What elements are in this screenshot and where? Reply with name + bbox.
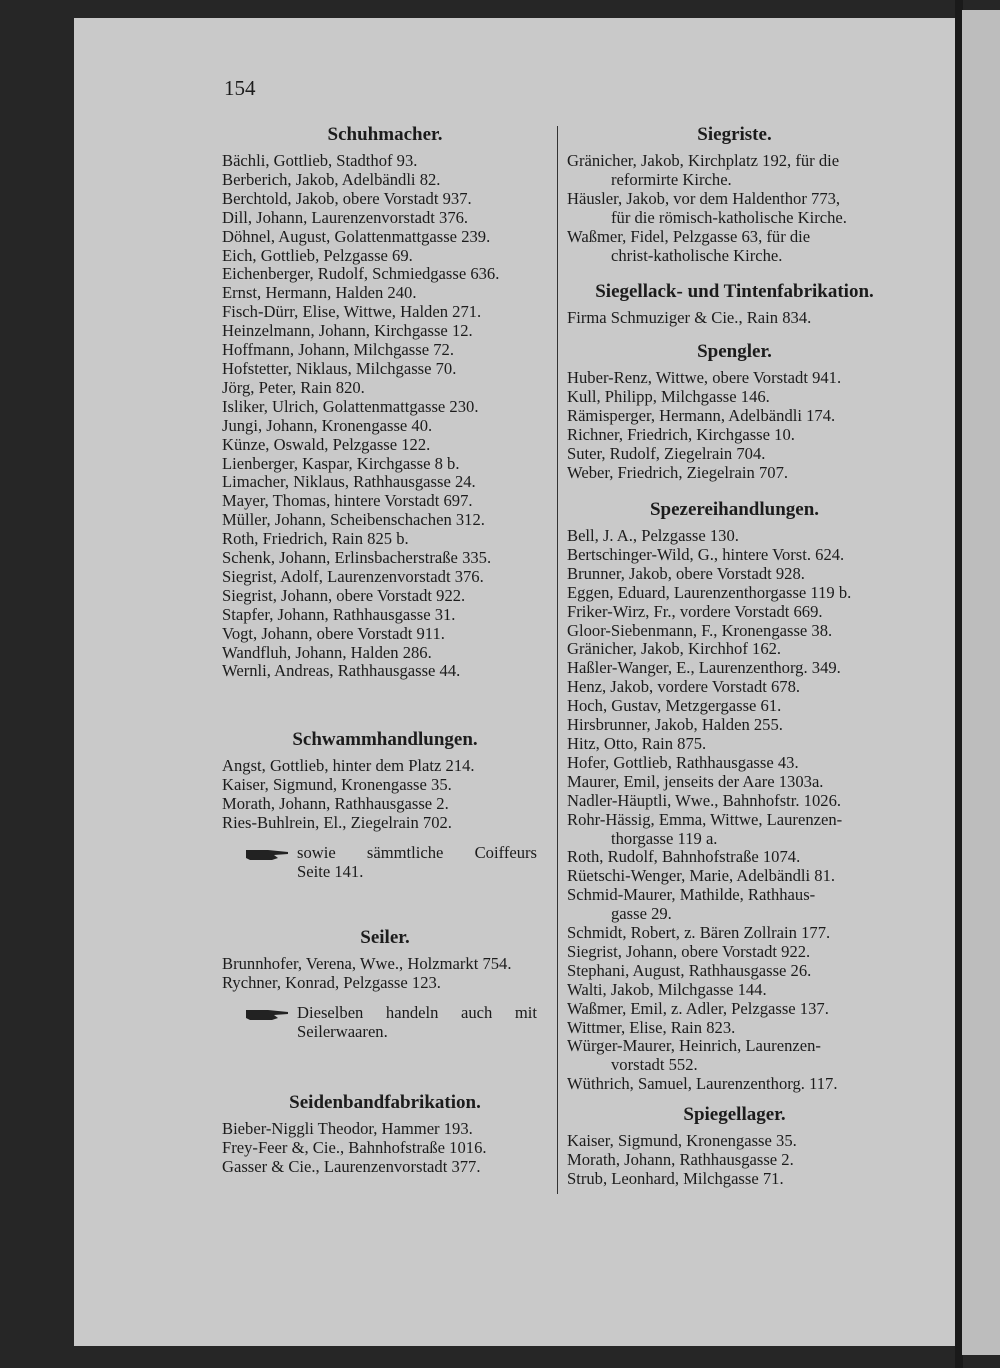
section-heading: Schwammhandlungen. xyxy=(292,729,478,750)
directory-entry: Berchtold, Jakob, obere Vorstadt 937. xyxy=(222,188,472,208)
directory-entry: Suter, Rudolf, Ziegelrain 704. xyxy=(567,443,766,463)
note-line: Seite 141. xyxy=(297,862,364,882)
directory-entry: Würger-Maurer, Heinrich, Laurenzen- xyxy=(567,1036,821,1056)
directory-entry: Berberich, Jakob, Adelbändli 82. xyxy=(222,169,441,189)
directory-entry-continuation: vorstadt 552. xyxy=(611,1055,698,1075)
directory-entry: Hofer, Gottlieb, Rathhausgasse 43. xyxy=(567,752,799,772)
directory-entry: Kull, Philipp, Milchgasse 146. xyxy=(567,386,770,406)
directory-entry: Vogt, Johann, obere Vorstadt 911. xyxy=(222,623,445,643)
reference-note xyxy=(222,1003,548,1042)
directory-entry: Morath, Johann, Rathhausgasse 2. xyxy=(567,1149,794,1169)
directory-entry: Rohr-Hässig, Emma, Wittwe, Laurenzen- xyxy=(567,809,843,829)
directory-entry: Gränicher, Jakob, Kirchhof 162. xyxy=(567,639,782,659)
section-heading: Spezereihandlungen. xyxy=(649,499,820,520)
directory-entry: Bertschinger-Wild, G., hintere Vorst. 624. xyxy=(567,544,845,564)
directory-entry: Ries-Buhlrein, El., Ziegelrain 702. xyxy=(222,812,452,832)
directory-entry: Siegrist, Adolf, Laurenzenvorstadt 376. xyxy=(222,566,484,586)
directory-entry: Wandfluh, Johann, Halden 286. xyxy=(222,642,432,662)
directory-entry: Heinzelmann, Johann, Kirchgasse 12. xyxy=(222,321,473,341)
reference-note xyxy=(222,843,548,882)
directory-entry: Angst, Gottlieb, hinter dem Platz 214. xyxy=(222,756,475,775)
pointing-hand-icon xyxy=(246,845,290,857)
directory-entry: Kaiser, Sigmund, Kronengasse 35. xyxy=(567,1131,797,1150)
directory-entry: Haßler-Wanger, E., Laurenzenthorg. 349. xyxy=(567,658,841,678)
directory-section xyxy=(222,925,548,1042)
directory-entry: Bell, J. A., Pelzgasse 130. xyxy=(567,526,739,545)
directory-entry: Schmidt, Robert, z. Bären Zollrain 177. xyxy=(567,923,831,943)
directory-entry: Stapfer, Johann, Rathhausgasse 31. xyxy=(222,604,456,624)
directory-entry: Wernli, Andreas, Rathhausgasse 44. xyxy=(222,661,461,681)
directory-entry: Hoffmann, Johann, Milchgasse 72. xyxy=(222,340,454,360)
directory-entry: Dill, Johann, Laurenzenvorstadt 376. xyxy=(222,207,469,227)
directory-entry: Döhnel, August, Golattenmattgasse 239. xyxy=(222,226,491,246)
directory-entry: Bieber-Niggli Theodor, Hammer 193. xyxy=(222,1119,473,1138)
directory-entry: Nadler-Häuptli, Wwe., Bahnhofstr. 1026. xyxy=(567,790,842,810)
directory-entry: Henz, Jakob, vordere Vorstadt 678. xyxy=(567,677,801,697)
section-heading: Siegriste. xyxy=(697,124,772,145)
note-line: Dieselben handeln auch mit xyxy=(297,1002,537,1022)
directory-entry: Fisch-Dürr, Elise, Wittwe, Halden 271. xyxy=(222,302,482,322)
directory-section xyxy=(567,339,902,482)
directory-entry: Mayer, Thomas, hintere Vorstadt 697. xyxy=(222,491,473,511)
directory-entry: Lienberger, Kaspar, Kirchgasse 8 b. xyxy=(222,453,460,473)
directory-entry: Walti, Jakob, Milchgasse 144. xyxy=(567,979,767,999)
directory-entry-continuation: christ-katholische Kirche. xyxy=(611,245,783,265)
directory-entry: Kaiser, Sigmund, Kronengasse 35. xyxy=(222,774,452,794)
directory-entry-continuation: thorgasse 119 a. xyxy=(611,828,718,848)
directory-entry: Eggen, Eduard, Laurenzenthorgasse 119 b. xyxy=(567,582,852,602)
directory-entry: Hofstetter, Niklaus, Milchgasse 70. xyxy=(222,358,457,378)
directory-entry: Frey-Feer &, Cie., Bahnhofstraße 1016. xyxy=(222,1137,487,1157)
section-heading: Spiegellager. xyxy=(683,1104,786,1125)
directory-entry: Hitz, Otto, Rain 875. xyxy=(567,733,707,753)
directory-entry: Richner, Friedrich, Kirchgasse 10. xyxy=(567,424,795,444)
directory-entry: Waßmer, Emil, z. Adler, Pelzgasse 137. xyxy=(567,998,829,1018)
directory-entry: Roth, Friedrich, Rain 825 b. xyxy=(222,529,409,549)
directory-entry: Gasser & Cie., Laurenzenvorstadt 377. xyxy=(222,1156,481,1176)
directory-entry: Jungi, Johann, Kronengasse 40. xyxy=(222,415,433,435)
column-divider xyxy=(557,126,558,1194)
directory-section xyxy=(567,497,902,1094)
directory-entry: Müller, Johann, Scheibenschachen 312. xyxy=(222,510,485,530)
directory-entry: Jörg, Peter, Rain 820. xyxy=(222,377,365,397)
directory-entry: Brunnhofer, Verena, Wwe., Holzmarkt 754. xyxy=(222,954,512,973)
directory-entry: Wüthrich, Samuel, Laurenzenthorg. 117. xyxy=(567,1074,838,1094)
note-line: sowie sämmtliche Coiffeurs xyxy=(297,842,537,862)
directory-entry: Schenk, Johann, Erlinsbacherstraße 335. xyxy=(222,548,492,568)
directory-entry: Ernst, Hermann, Halden 240. xyxy=(222,283,417,303)
directory-entry-continuation: für die römisch-katholische Kirche. xyxy=(611,207,847,227)
directory-section xyxy=(567,122,902,265)
directory-section xyxy=(567,1102,902,1189)
directory-entry: Friker-Wirz, Fr., vordere Vorstadt 669. xyxy=(567,601,823,621)
directory-entry-continuation: gasse 29. xyxy=(611,904,672,924)
directory-entry: Waßmer, Fidel, Pelzgasse 63, für die xyxy=(567,226,811,246)
section-heading: Seiler. xyxy=(360,927,410,948)
directory-entry: Weber, Friedrich, Ziegelrain 707. xyxy=(567,462,789,482)
directory-entry: Stephani, August, Rathhausgasse 26. xyxy=(567,960,812,980)
page-number: 154 xyxy=(224,76,256,100)
directory-entry: Hoch, Gustav, Metzgergasse 61. xyxy=(567,696,782,716)
directory-entry: Strub, Leonhard, Milchgasse 71. xyxy=(567,1168,784,1188)
directory-entry: Maurer, Emil, jenseits der Aare 1303a. xyxy=(567,771,824,791)
adjacent-page-edge xyxy=(962,10,1000,1355)
directory-entry: Rüetschi-Wenger, Marie, Adelbändli 81. xyxy=(567,866,836,886)
directory-entry: Eichenberger, Rudolf, Schmiedgasse 636. xyxy=(222,264,500,284)
directory-entry: Roth, Rudolf, Bahnhofstraße 1074. xyxy=(567,847,801,867)
directory-entry: Häusler, Jakob, vor dem Haldenthor 773, xyxy=(567,188,841,208)
directory-entry: Isliker, Ulrich, Golattenmattgasse 230. xyxy=(222,396,479,416)
directory-section xyxy=(222,1090,548,1177)
section-heading: Spengler. xyxy=(697,341,772,362)
directory-entry: Limacher, Niklaus, Rathhausgasse 24. xyxy=(222,472,476,492)
directory-section xyxy=(567,279,902,328)
directory-entry: Gloor-Siebenmann, F., Kronengasse 38. xyxy=(567,620,833,640)
directory-section xyxy=(222,727,548,882)
directory-entry: Eich, Gottlieb, Pelzgasse 69. xyxy=(222,245,413,265)
directory-entry: Siegrist, Johann, obere Vorstadt 922. xyxy=(222,585,466,605)
note-line: Seilerwaaren. xyxy=(297,1022,388,1042)
directory-entry: Brunner, Jakob, obere Vorstadt 928. xyxy=(567,563,805,583)
directory-entry: Rychner, Konrad, Pelzgasse 123. xyxy=(222,972,441,992)
directory-section xyxy=(222,122,548,681)
directory-entry: Künze, Oswald, Pelzgasse 122. xyxy=(222,434,431,454)
directory-entry: Hirsbrunner, Jakob, Halden 255. xyxy=(567,715,783,735)
directory-entry: Wittmer, Elise, Rain 823. xyxy=(567,1017,736,1037)
directory-entry: Gränicher, Jakob, Kirchplatz 192, für die xyxy=(567,151,840,170)
directory-entry: Bächli, Gottlieb, Stadthof 93. xyxy=(222,151,418,170)
directory-entry: Rämisperger, Hermann, Adelbändli 174. xyxy=(567,405,836,425)
directory-entry: Morath, Johann, Rathhausgasse 2. xyxy=(222,793,449,813)
directory-entry: Schmid-Maurer, Mathilde, Rathhaus- xyxy=(567,885,816,905)
section-heading: Schuhmacher. xyxy=(327,124,443,145)
section-heading: Seidenbandfabrikation. xyxy=(289,1092,481,1113)
directory-entry: Huber-Renz, Wittwe, obere Vorstadt 941. xyxy=(567,368,842,387)
directory-entry: Siegrist, Johann, obere Vorstadt 922. xyxy=(567,941,811,961)
directory-entry: Firma Schmuziger & Cie., Rain 834. xyxy=(567,308,812,327)
section-heading: Siegellack- und Tintenfabrikation. xyxy=(595,281,874,302)
directory-entry-continuation: reformirte Kirche. xyxy=(611,169,732,189)
pointing-hand-icon xyxy=(246,1005,290,1017)
